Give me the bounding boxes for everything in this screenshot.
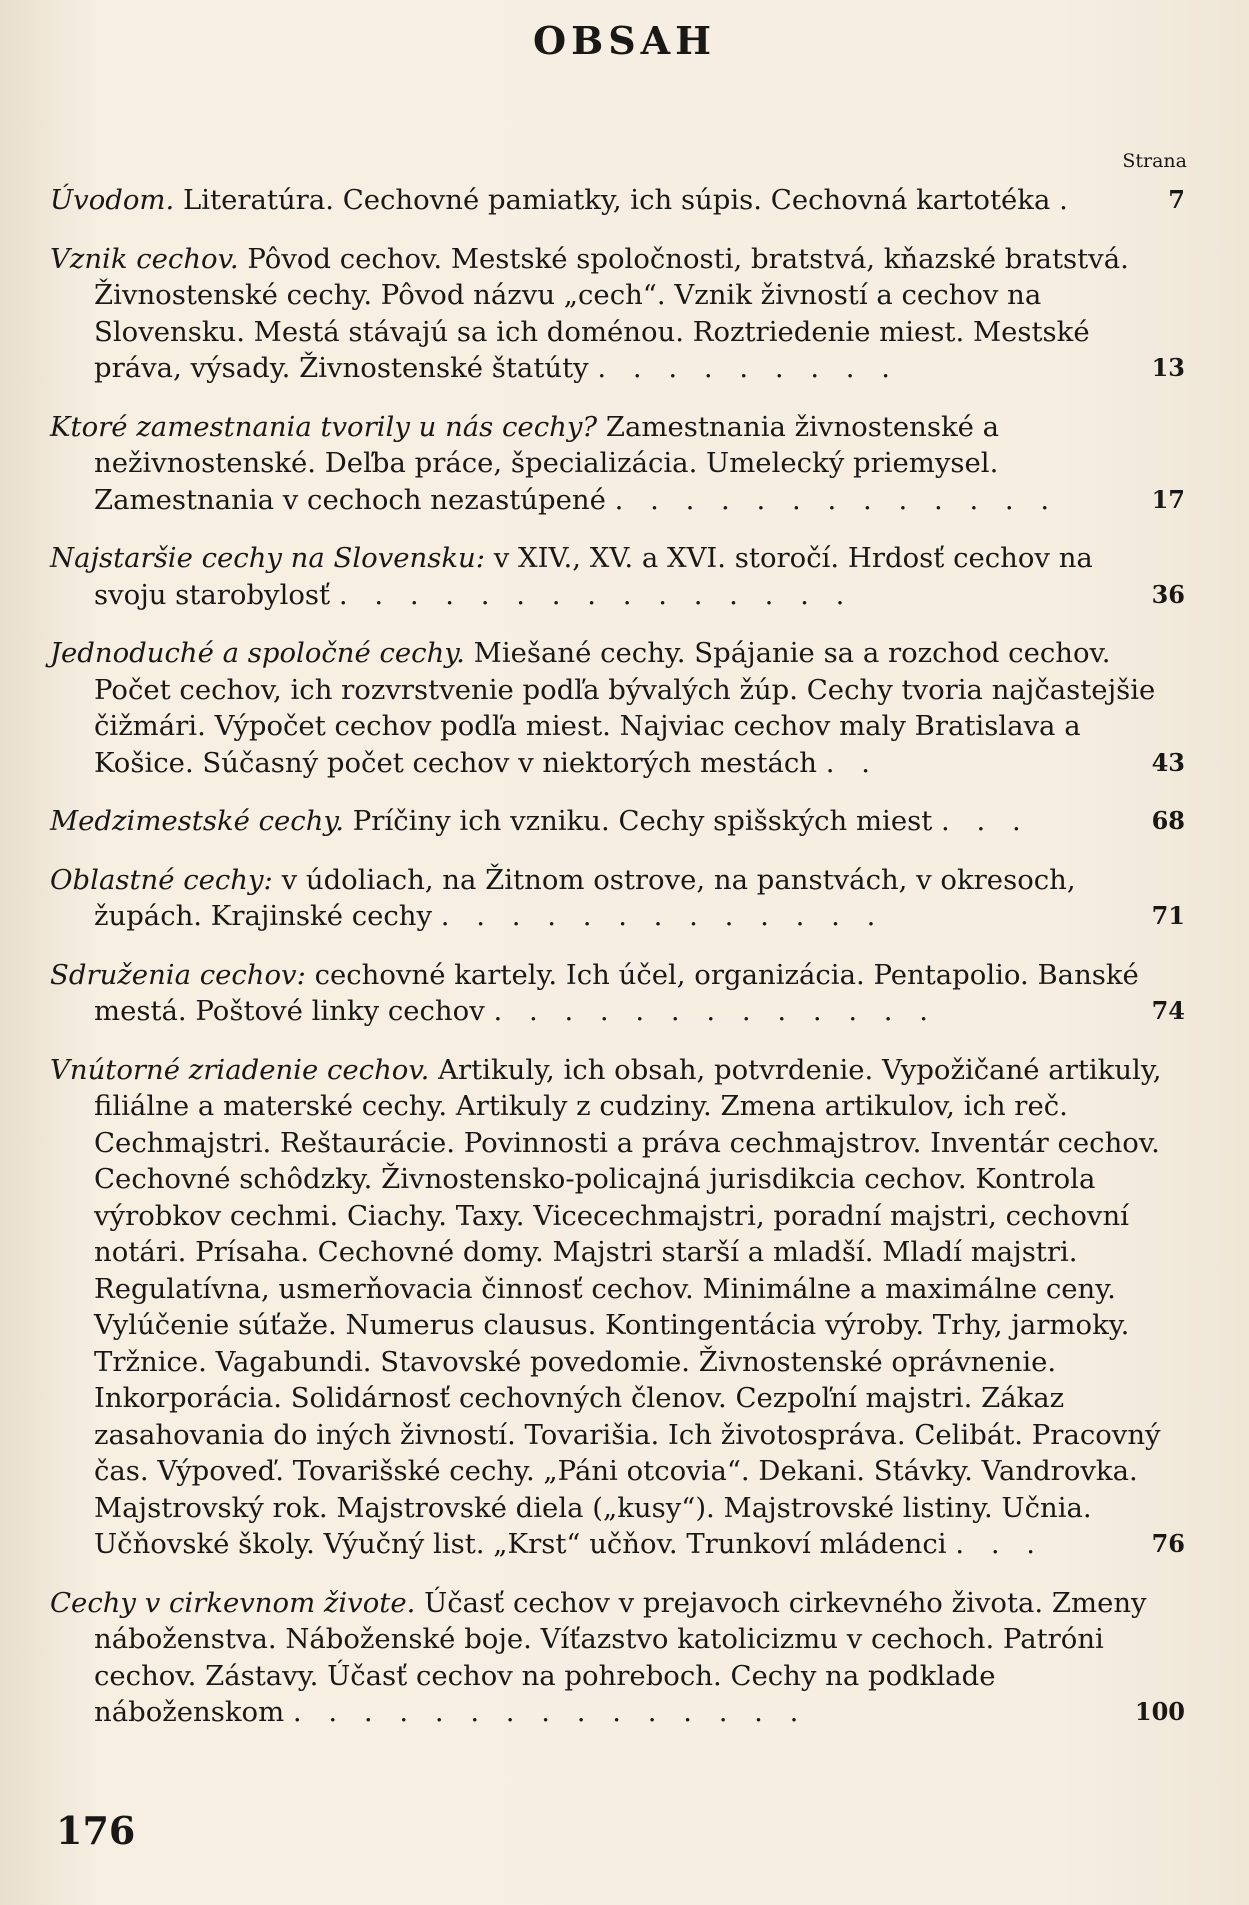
toc-entry-title: Cechy v cirkevnom živote. <box>50 1586 416 1619</box>
toc-entry-page: 7 <box>1168 185 1185 214</box>
dot-leader: . . . . . . . . . . . . . <box>614 483 1059 516</box>
dot-leader: . . . . . . . . . . . . . <box>440 900 885 932</box>
page-title: OBSAH <box>532 18 717 63</box>
toc-entry-text: Zamestnania živnostenské a neživnostenské. Deľba práce, špecializácia. Umelecký priemysel. Zamestnania v cechoch nezastúpené <box>94 410 1000 516</box>
toc-entry <box>50 540 1185 613</box>
table-of-contents <box>50 182 1185 1753</box>
toc-entry-title: Oblastné cechy: <box>50 863 273 896</box>
toc-entry-title: Jednoduché a spoločné cechy. <box>50 637 465 669</box>
toc-entry-text: Literatúra. Cechovné pamiatky, ich súpis. Cechovná kartotéka <box>183 184 1051 216</box>
toc-entry-text: Artikuly, ich obsah, potvrdenie. Vypožičané artikuly, filiálne a materské cechy. Artikuly z cudziny. Zmena artikulov, ich reč. Cechmajstri. Reštaurácie. Povinnosti a práva cechmajstrov. Inventár cechov. Cechovné schôdzky. Živnostensko-policajná jurisdikcia cechov. Kontrola výrobkov cechmi. Ciachy. Taxy. Vicecechmajstri, poradní majstri, cechovní notári. Prísaha. Cechovné domy. Majstri starší a mladší. Mladí majstri. Regulatívna, usmerňovacia činnosť cechov. Minimálne a maximálne ceny. Vylúčenie súťaže. Numerus clausus. Kontingentácia výroby. Trhy, jarmoky. Tržnice. Vagabundi. Stavovské povedomie. Živnostenské oprávnenie. Inkorporácia. Solidárnosť cechovných členov. Cezpoľní majstri. Zákaz zasahovania do iných živností. Tovarišia. Ich životospráva. Celibát. Pracovný čas. Výpoveď. Tovarišské cechy. „Páni otcovia“. Dekani. Stávky. Vandrovka. Majstrovský rok. Majstrovské diela („kusy“). Majstrovské listiny. Učnia. Učňovské školy. Výučný list. „Krst“ učňov. Trunkoví mládenci <box>94 1053 1162 1560</box>
toc-entry-page: 74 <box>1151 996 1185 1025</box>
toc-entry-text: v údoliach, na Žitnom ostrove, na panstvách, v okresoch, župách. Krajinské cechy <box>94 863 1076 932</box>
toc-entry <box>50 957 1185 1030</box>
toc-entry-page: 43 <box>1151 747 1185 777</box>
toc-entry-text: Pôvod cechov. Mestské spoločnosti, bratstvá, kňazské bratstvá. Živnostenské cechy. Pôvod názvu „cech“. Vznik živností a cechov na Slovensku. Mestá stávajú sa ich doménou. Roztriedenie miest. Mestské práva, výsady. Živnostenské štatúty <box>94 242 1129 384</box>
toc-entry-page: 100 <box>1134 1697 1185 1726</box>
toc-entry-page: 17 <box>1151 484 1185 514</box>
toc-entry <box>50 409 1185 519</box>
toc-entry-text: Príčiny ich vzniku. Cechy spišských miest <box>352 805 933 837</box>
dot-leader: . . . <box>941 805 1030 837</box>
toc-entry-text: cechovné kartely. Ich účel, organizácia. Pentapolio. Banské mestá. Poštové linky cechov <box>94 958 1139 1027</box>
toc-entry <box>50 1052 1185 1563</box>
toc-entry-page: 36 <box>1151 579 1185 609</box>
toc-entry <box>50 182 1185 219</box>
toc-entry-page: 13 <box>1151 353 1185 382</box>
toc-entry <box>50 635 1185 781</box>
toc-entry <box>50 862 1185 935</box>
toc-entry-text: v XIV., XV. a XVI. storočí. Hrdosť cechov na svoju starobylosť <box>94 542 1093 611</box>
toc-entry-title: Najstaršie cechy na Slovensku: <box>50 542 485 574</box>
page-number: 176 <box>56 1808 136 1853</box>
toc-entry-text: Účasť cechov v prejavoch cirkevného života. Zmeny náboženstva. Náboženské boje. Víťazstvo katolicizmu v cechoch. Patróni cechov. Zástavy. Účasť cechov na pohreboch. Cechy na podklade náboženskom <box>94 1586 1147 1728</box>
toc-entry <box>50 1585 1185 1731</box>
dot-leader: . . . . . . . . . <box>597 352 900 384</box>
toc-entry-title: Úvodom. <box>50 184 175 216</box>
dot-leader: . . . <box>955 1528 1045 1560</box>
toc-entry-page: 76 <box>1151 1529 1185 1558</box>
toc-entry-title: Ktoré zamestnania tvorily u nás cechy? <box>50 410 598 443</box>
toc-entry-text: Miešané cechy. Spájanie sa a rozchod cechov. Počet cechov, ich rozvrstvenie podľa bývalých žúp. Cechy tvoria najčastejšie čižmári. Výpočet cechov podľa miest. Najviac cechov maly Bratislava a Košice. Súčasný počet cechov v niektorých mestách <box>94 637 1156 779</box>
toc-entry <box>50 803 1185 840</box>
dot-leader: . . . . . . . . . . . . . . . <box>338 578 854 611</box>
dot-leader: . <box>1059 184 1077 216</box>
toc-entry-title: Medzimestské cechy. <box>50 805 345 837</box>
toc-entry-title: Vnútorné zriadenie cechov. <box>50 1053 430 1086</box>
dot-leader: . . <box>825 746 880 779</box>
toc-entry-title: Vznik cechov. <box>50 242 239 275</box>
toc-entry-title: Sdruženia cechov: <box>50 958 306 991</box>
toc-entry <box>50 241 1185 387</box>
toc-entry-page: 71 <box>1151 901 1185 930</box>
toc-entry-page: 68 <box>1151 806 1185 835</box>
page-column-header: Strana <box>1122 150 1187 172</box>
dot-leader: . . . . . . . . . . . . . <box>493 995 938 1027</box>
dot-leader: . . . . . . . . . . . . . . . <box>292 1696 808 1728</box>
